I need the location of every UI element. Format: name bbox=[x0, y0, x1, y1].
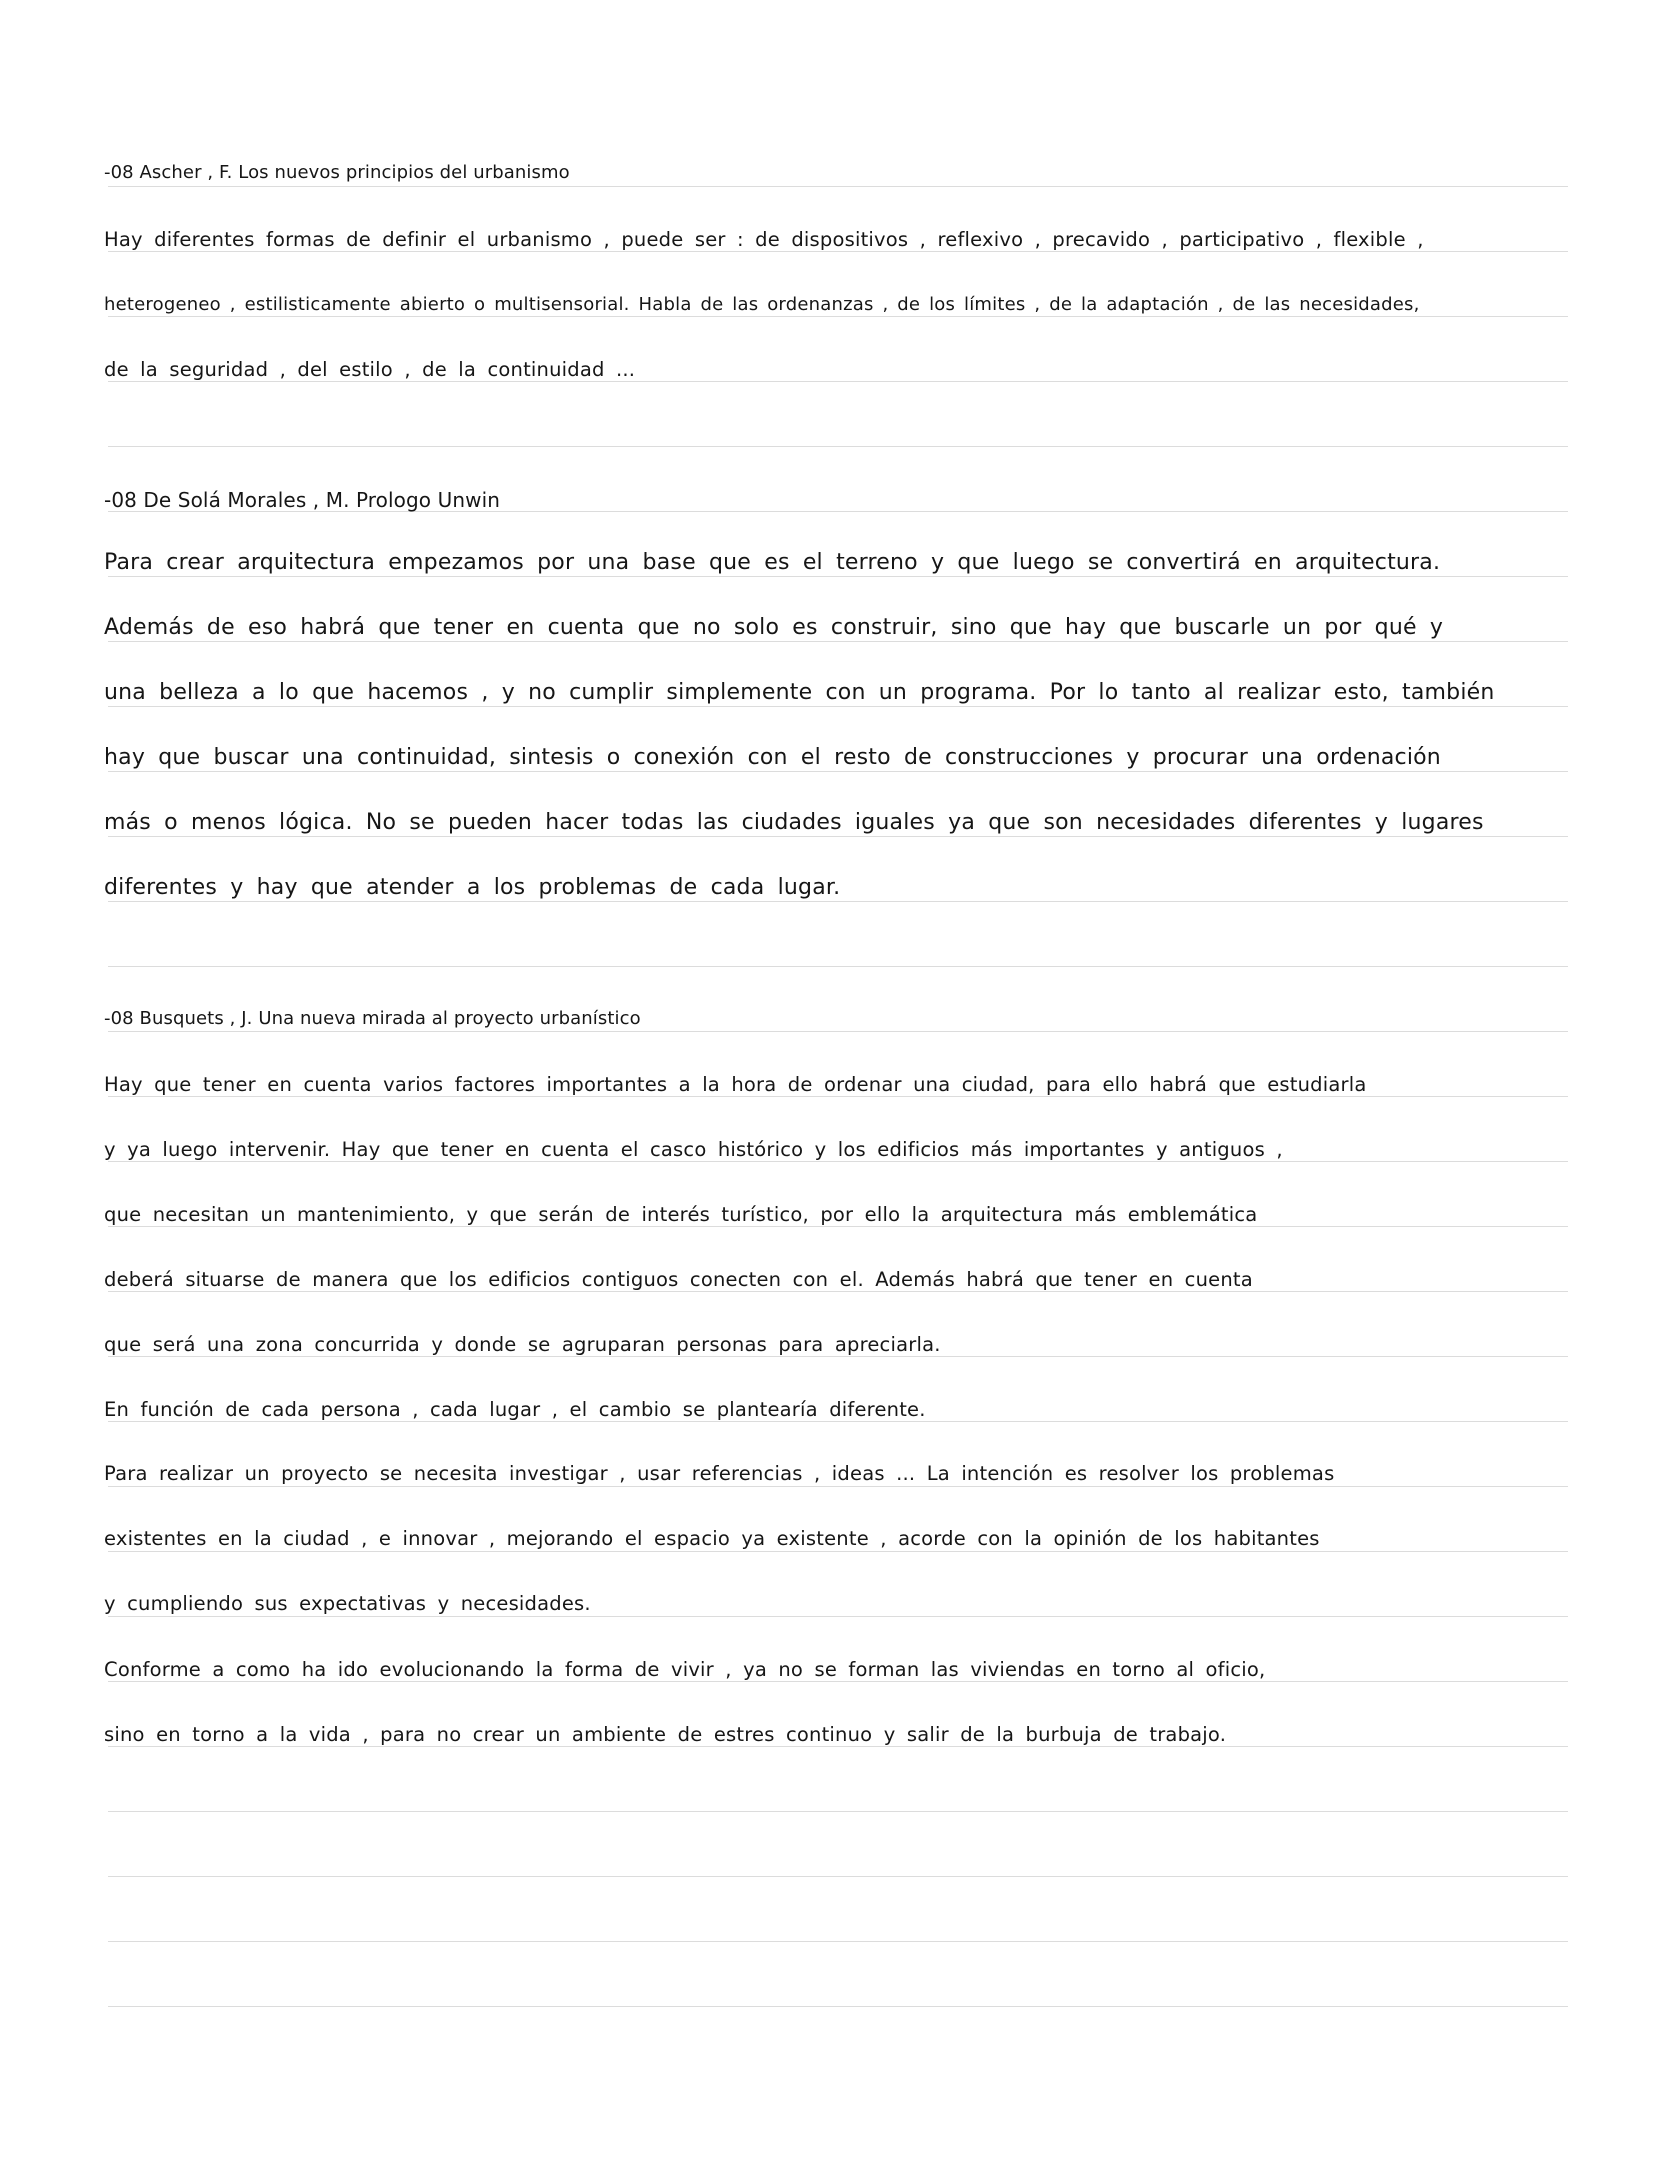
ruled-line bbox=[108, 1421, 1568, 1422]
ruled-line bbox=[108, 1096, 1568, 1097]
ruled-line bbox=[108, 251, 1568, 252]
ruled-line bbox=[108, 381, 1568, 382]
text-line: sino en torno a la vida , para no crear un ambiente de estres continuo y salir de la burbuja de trabajo. bbox=[104, 1723, 1227, 1746]
text-line: existentes en la ciudad , e innovar , mejorando el espacio ya existente , acorde con la opinión de los habitantes bbox=[104, 1527, 1320, 1550]
section-heading: -08 Busquets , J. Una nueva mirada al proyecto urbanístico bbox=[104, 1008, 641, 1029]
ruled-line bbox=[108, 1876, 1568, 1877]
ruled-line bbox=[108, 316, 1568, 317]
ruled-line bbox=[108, 1746, 1568, 1747]
ruled-line bbox=[108, 1031, 1568, 1032]
text-line: diferentes y hay que atender a los problemas de cada lugar. bbox=[104, 875, 841, 900]
text-line: hay que buscar una continuidad, sintesis o conexión con el resto de construcciones y procurar una ordenación bbox=[104, 745, 1441, 770]
ruled-line bbox=[108, 901, 1568, 902]
ruled-line bbox=[108, 1161, 1568, 1162]
text-line: que será una zona concurrida y donde se agruparan personas para apreciarla. bbox=[104, 1333, 941, 1356]
ruled-line bbox=[108, 641, 1568, 642]
ruled-line bbox=[108, 836, 1568, 837]
text-line: y ya luego intervenir. Hay que tener en cuenta el casco histórico y los edificios más importantes y antiguos , bbox=[104, 1138, 1283, 1161]
ruled-line bbox=[108, 1941, 1568, 1942]
text-line: Conforme a como ha ido evolucionando la forma de vivir , ya no se forman las viviendas en torno al oficio, bbox=[104, 1658, 1266, 1681]
ruled-line bbox=[108, 1616, 1568, 1617]
text-line: que necesitan un mantenimiento, y que serán de interés turístico, por ello la arquitectura más emblemática bbox=[104, 1203, 1258, 1226]
text-line: Además de eso habrá que tener en cuenta que no solo es construir, sino que hay que buscarle un por qué y bbox=[104, 615, 1444, 640]
text-line: Para crear arquitectura empezamos por una base que es el terreno y que luego se convertirá en arquitectura. bbox=[104, 550, 1441, 575]
ruled-line bbox=[108, 1811, 1568, 1812]
text-line: Hay que tener en cuenta varios factores importantes a la hora de ordenar una ciudad, para ello habrá que estudiarla bbox=[104, 1073, 1367, 1096]
ruled-line bbox=[108, 1486, 1568, 1487]
ruled-line bbox=[108, 1226, 1568, 1227]
text-line: heterogeneo , estilisticamente abierto o multisensorial. Habla de las ordenanzas , de los límites , de la adaptación , de las necesidades, bbox=[104, 294, 1420, 315]
section-heading: -08 De Solá Morales , M. Prologo Unwin bbox=[104, 488, 500, 512]
text-line: Para realizar un proyecto se necesita investigar , usar referencias , ideas ... La intención es resolver los problemas bbox=[104, 1462, 1335, 1485]
text-line: y cumpliendo sus expectativas y necesidades. bbox=[104, 1592, 591, 1615]
ruled-line bbox=[108, 1551, 1568, 1552]
ruled-line bbox=[108, 576, 1568, 577]
ruled-line bbox=[108, 1681, 1568, 1682]
ruled-line bbox=[108, 1291, 1568, 1292]
ruled-line bbox=[108, 706, 1568, 707]
text-line: deberá situarse de manera que los edificios contiguos conecten con el. Además habrá que tener en cuenta bbox=[104, 1268, 1253, 1291]
text-line: una belleza a lo que hacemos , y no cumplir simplemente con un programa. Por lo tanto al realizar esto, también bbox=[104, 680, 1495, 705]
text-line: de la seguridad , del estilo , de la continuidad ... bbox=[104, 358, 636, 381]
ruled-line bbox=[108, 446, 1568, 447]
ruled-line bbox=[108, 186, 1568, 187]
section-heading: -08 Ascher , F. Los nuevos principios del urbanismo bbox=[104, 162, 570, 183]
ruled-line bbox=[108, 2006, 1568, 2007]
text-line: más o menos lógica. No se pueden hacer todas las ciudades iguales ya que son necesidades diferentes y lugares bbox=[104, 810, 1484, 835]
text-line: Hay diferentes formas de definir el urbanismo , puede ser : de dispositivos , reflexivo , precavido , participativo , flexible , bbox=[104, 228, 1424, 251]
ruled-line bbox=[108, 771, 1568, 772]
text-line: En función de cada persona , cada lugar , el cambio se plantearía diferente. bbox=[104, 1398, 926, 1421]
ruled-line bbox=[108, 966, 1568, 967]
ruled-line bbox=[108, 1356, 1568, 1357]
